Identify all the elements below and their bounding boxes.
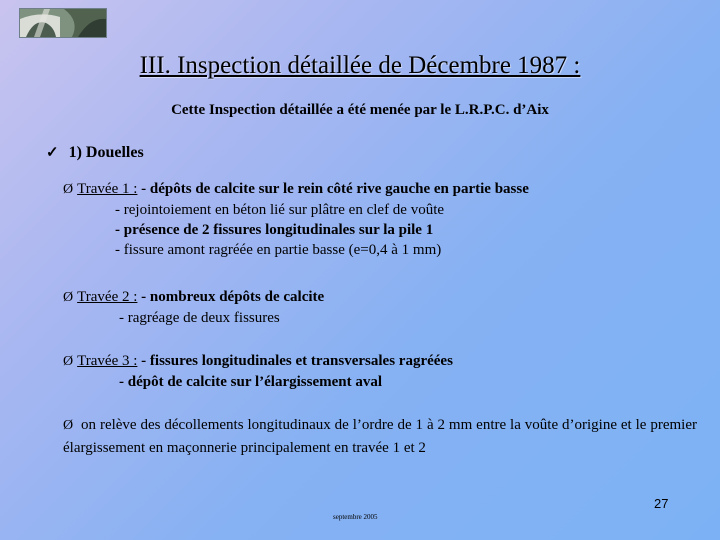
arrow-bullet-icon: Ø — [63, 182, 74, 197]
arrow-bullet-icon: Ø — [63, 418, 74, 433]
travee-2-text: - nombreux dépôts de calcite — [137, 289, 325, 305]
section-heading — [46, 143, 144, 162]
travee-1-line-4: - fissure amont ragréée en partie basse (e=0,4 à 1 mm) — [115, 242, 442, 258]
travee-1-block — [63, 179, 529, 260]
travee-2-block — [63, 287, 324, 328]
travee-2-head: Travée 2 : — [77, 289, 138, 305]
travee-2-line-1 — [63, 287, 324, 308]
travee-1-line-3: - présence de 2 fissures longitudinales sur la pile 1 — [115, 222, 434, 238]
travee-1-text: - dépôts de calcite sur le rein côté rive gauche en partie basse — [137, 181, 529, 197]
travee-1-line-1 — [63, 179, 529, 200]
remark-paragraph — [63, 414, 697, 459]
slide-subtitle: Cette Inspection détaillée a été menée par le L.R.P.C. d’Aix — [171, 102, 549, 118]
travee-1-head: Travée 1 : — [77, 181, 138, 197]
arrow-bullet-icon: Ø — [63, 354, 74, 369]
remark-text: on relève des décollements longitudinaux de l’ordre de 1 à 2 mm entre la voûte d’origine et le premier élargissement en maçonnerie principalement en travée 1 et 2 — [63, 417, 698, 456]
travee-3-block — [63, 351, 453, 392]
travee-3-head: Travée 3 : — [77, 353, 138, 369]
bridge-photo-thumbnail — [19, 8, 107, 38]
arrow-bullet-icon: Ø — [63, 290, 74, 305]
check-icon: ✓ — [46, 145, 59, 161]
travee-1-line-2: - rejointoiement en béton lié sur plâtre en clef de voûte — [115, 202, 445, 218]
travee-2-line-2: - ragréage de deux fissures — [119, 310, 280, 326]
travee-3-text: - fissures longitudinales et transversales ragréées — [137, 353, 453, 369]
section-label: 1) Douelles — [68, 144, 144, 161]
footer-date: septembre 2005 — [333, 513, 378, 521]
slide-title: III. Inspection détaillée de Décembre 1987 : — [139, 52, 581, 79]
travee-3-line-2: - dépôt de calcite sur l’élargissement aval — [119, 374, 383, 390]
page-number: 27 — [654, 496, 669, 511]
travee-3-line-1 — [63, 351, 453, 372]
